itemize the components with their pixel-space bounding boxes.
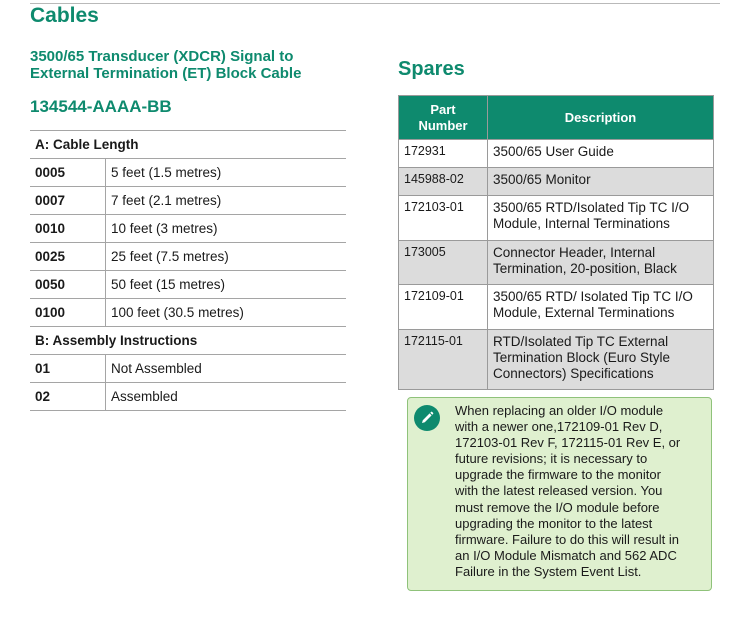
spares-title: Spares (398, 58, 465, 80)
desc-line: Connector Header, Internal (493, 245, 656, 260)
note-line: upgrade the firmware to the monitor (455, 467, 661, 483)
length-desc: 50 feet (15 metres) (106, 271, 347, 299)
desc-line: Termination, 20-position, Black (493, 261, 677, 276)
table-row (399, 196, 714, 241)
note-line: 172103-01 Rev F, 172115-01 Rev E, or (455, 435, 681, 451)
note-line: Failure in the System Event List. (455, 563, 642, 579)
length-code: 0010 (30, 215, 106, 243)
part-description (488, 330, 714, 390)
table-row (399, 168, 714, 196)
assembly-desc: Assembled (106, 383, 347, 411)
part-description (488, 241, 714, 285)
part-number: 172931 (399, 140, 488, 168)
spares-table (398, 95, 714, 390)
note-line: with a newer one,172109-01 Rev D, (455, 419, 663, 435)
length-desc: 7 feet (2.1 metres) (106, 187, 347, 215)
section-b-title: B: Assembly Instructions (30, 327, 346, 355)
note-box (407, 397, 712, 591)
col-part-number-header (399, 96, 488, 140)
desc-line: 3500/65 RTD/Isolated Tip TC I/O (493, 200, 690, 215)
desc-line: 3500/65 RTD/ Isolated Tip TC I/O (493, 289, 693, 304)
note-line: upgrading the monitor to the latest (455, 515, 653, 531)
table-row (30, 271, 346, 299)
top-divider (30, 3, 720, 4)
assembly-code: 01 (30, 355, 106, 383)
part-number: 172109-01 (399, 285, 488, 330)
length-code: 0050 (30, 271, 106, 299)
desc-line: Termination Block (Euro Style (493, 350, 671, 365)
desc-line: RTD/Isolated Tip TC External (493, 334, 669, 349)
desc-line: 3500/65 User Guide (493, 144, 614, 159)
desc-line: Connectors) Specifications (493, 366, 654, 381)
section-b-row (30, 327, 346, 355)
cable-heading-line-1: 3500/65 Transducer (XDCR) Signal to (30, 48, 294, 65)
length-desc: 5 feet (1.5 metres) (106, 159, 347, 187)
col-description-header: Description (488, 96, 714, 140)
note-line: must remove the I/O module before (455, 499, 660, 515)
part-description (488, 168, 714, 196)
part-description (488, 285, 714, 330)
part-description (488, 196, 714, 241)
part-number: 172103-01 (399, 196, 488, 241)
part-number: 173005 (399, 241, 488, 285)
table-row (30, 243, 346, 271)
length-code: 0005 (30, 159, 106, 187)
desc-line: 3500/65 Monitor (493, 172, 591, 187)
part-number: 145988-02 (399, 168, 488, 196)
length-code: 0025 (30, 243, 106, 271)
assembly-desc: Not Assembled (106, 355, 347, 383)
section-a-row (30, 131, 346, 159)
col-part-line-1: Part (430, 101, 456, 117)
section-a-title: A: Cable Length (30, 131, 346, 159)
table-row (30, 187, 346, 215)
desc-line: Module, Internal Terminations (493, 216, 670, 231)
table-row (30, 159, 346, 187)
note-line: When replacing an older I/O module (455, 403, 664, 418)
table-row (399, 140, 714, 168)
cable-options-table (30, 130, 346, 411)
part-number: 172115-01 (399, 330, 488, 390)
table-row (30, 355, 346, 383)
col-part-line-2: Number (418, 117, 468, 133)
note-line: future revisions; it is necessary to (455, 451, 648, 467)
desc-line: Module, External Terminations (493, 305, 675, 320)
part-description (488, 140, 714, 168)
pencil-icon (414, 405, 440, 431)
length-desc: 10 feet (3 metres) (106, 215, 347, 243)
note-line: firmware. Failure to do this will result in (455, 531, 679, 547)
cable-heading (30, 48, 350, 82)
note-line: with the latest released version. You (455, 483, 663, 499)
page-title: Cables (30, 4, 99, 27)
length-desc: 100 feet (30.5 metres) (106, 299, 347, 327)
length-desc: 25 feet (7.5 metres) (106, 243, 347, 271)
table-row (399, 285, 714, 330)
model-code: 134544-AAAA-BB (30, 97, 172, 116)
table-row (30, 215, 346, 243)
length-code: 0007 (30, 187, 106, 215)
cable-heading-line-2: External Termination (ET) Block Cable (30, 65, 302, 82)
length-code: 0100 (30, 299, 106, 327)
note-line: an I/O Module Mismatch and 562 ADC (455, 547, 677, 563)
table-row (30, 383, 346, 411)
table-row (399, 241, 714, 285)
spares-header-row (399, 96, 714, 140)
table-row (30, 299, 346, 327)
table-row (399, 330, 714, 390)
assembly-code: 02 (30, 383, 106, 411)
note-text (455, 403, 707, 580)
